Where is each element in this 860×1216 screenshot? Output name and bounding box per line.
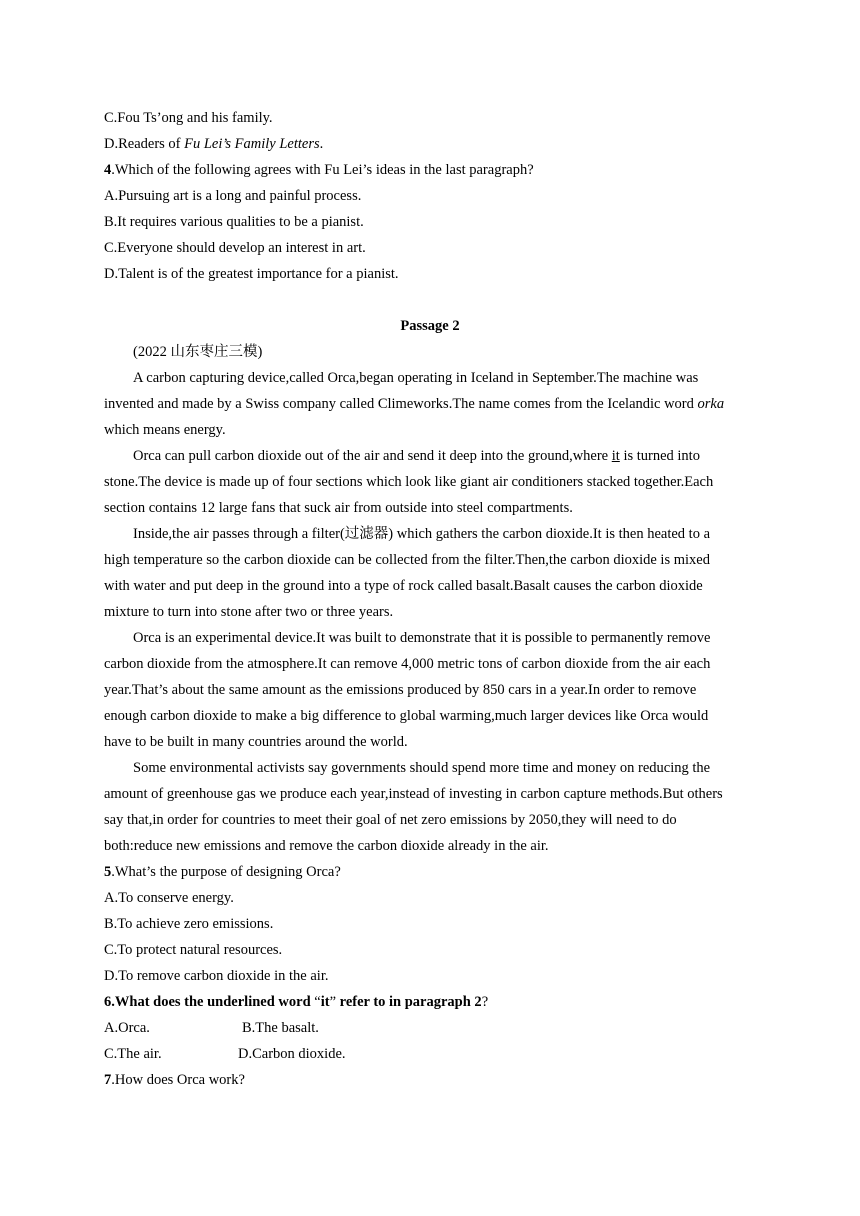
q6-option-d: D.Carbon dioxide. [238,1046,346,1062]
passage-source: (2022 山东枣庄三模) [133,344,263,360]
paragraph-3-line: Inside,the air passes through a filter(过滤器) which gathers the carbon dioxide.It is then heated to a [133,526,711,542]
paragraph-5-line: Some environmental activists say governments should spend more time and money on reducing the [133,760,711,776]
q5-option-b: B.To achieve zero emissions. [104,916,274,932]
icelandic-word: orka [697,396,725,412]
paragraph-4-line: year.That’s about the same amount as the emissions produced by 850 cars in a year.In order to remove [104,682,697,698]
underlined-word: it [611,448,620,464]
q3-option-d-suffix: . [319,136,324,152]
q6-quote-close: ” [329,994,337,1010]
paragraph-5-line: say that,in order for countries to meet their goal of net zero emissions by 2050,they will need to do [104,812,677,828]
q6-word: it [320,994,330,1010]
q6-number: 6 [104,994,112,1010]
paragraph-2-line [133,446,700,466]
paragraph-5-line: amount of greenhouse gas we produce each year,instead of investing in carbon capture methods.But others [104,786,723,802]
q4-option-a: A.Pursuing art is a long and painful process. [104,188,362,204]
q6-question-mark: ? [481,994,489,1010]
paragraph-1-line [104,394,724,414]
paragraph-3-line: high temperature so the carbon dioxide can be collected from the filter.Then,the carbon dioxide is mixed [104,552,710,568]
q6-options-row-2 [104,1044,346,1064]
q5-option-d: D.To remove carbon dioxide in the air. [104,968,329,984]
q4-option-b: B.It requires various qualities to be a pianist. [104,214,364,230]
q5-question [104,862,341,882]
paragraph-3-line: mixture to turn into stone after two or three years. [104,604,394,620]
q6-question-text-2: refer to in paragraph 2 [336,994,482,1010]
q3-option-d [104,134,323,154]
q7-question-text: .How does Orca work? [111,1072,245,1088]
q6-option-b: B.The basalt. [242,1020,319,1036]
q4-question-text: .Which of the following agrees with Fu Lei’s ideas in the last paragraph? [111,162,534,178]
paragraph-4-line: have to be built in many countries around the world. [104,734,408,750]
q5-option-c: C.To protect natural resources. [104,942,283,958]
paragraph-3-line: with water and put deep in the ground into a type of rock called basalt.Basalt causes the carbon dioxide [104,578,703,594]
q7-question [104,1070,245,1090]
book-title: Fu Lei’s Family Letters [184,136,320,152]
passage-title: Passage 2 [400,318,460,334]
paragraph-1-line: which means energy. [104,422,226,438]
q5-number: 5 [104,864,112,880]
q6-question-text: .What does the underlined word [111,994,315,1010]
paragraph-4-line: enough carbon dioxide to make a big difference to global warming,much larger devices like Orca would [104,708,709,724]
q4-option-c: C.Everyone should develop an interest in art. [104,240,366,256]
q7-number: 7 [104,1072,112,1088]
q3-option-d-prefix: D.Readers of [104,136,185,152]
q4-number: 4 [104,162,112,178]
q5-option-a: A.To conserve energy. [104,890,234,906]
q4-option-d: D.Talent is of the greatest importance for a pianist. [104,266,399,282]
q5-question-text: .What’s the purpose of designing Orca? [111,864,341,880]
paragraph-1-line: A carbon capturing device,called Orca,began operating in Iceland in September.The machine was [133,370,699,386]
paragraph-2-text: Orca can pull carbon dioxide out of the air and send it deep into the ground,where [133,448,612,464]
q3-option-c: C.Fou Ts’ong and his family. [104,110,273,126]
paragraph-4-line: carbon dioxide from the atmosphere.It can remove 4,000 metric tons of carbon dioxide from the air each [104,656,711,672]
paragraph-2-line: section contains 12 large fans that suck air from outside into steel compartments. [104,500,573,516]
paragraph-5-line: both:reduce new emissions and remove the carbon dioxide already in the air. [104,838,549,854]
paragraph-4-line: Orca is an experimental device.It was built to demonstrate that it is possible to permanently remove [133,630,711,646]
q6-option-c: C.The air. [104,1046,162,1062]
paragraph-1-text: invented and made by a Swiss company called Climeworks.The name comes from the Icelandic word [104,396,698,412]
paragraph-2-line: stone.The device is made up of four sections which look like giant air conditioners stacked together.Each [104,474,714,490]
q4-question [104,160,534,180]
q6-quote-open: “ [314,994,321,1010]
q6-options-row-1 [104,1018,319,1038]
paragraph-2-text: is turned into [619,448,700,464]
q6-option-a: A.Orca. [104,1020,150,1036]
q6-question [104,992,488,1012]
